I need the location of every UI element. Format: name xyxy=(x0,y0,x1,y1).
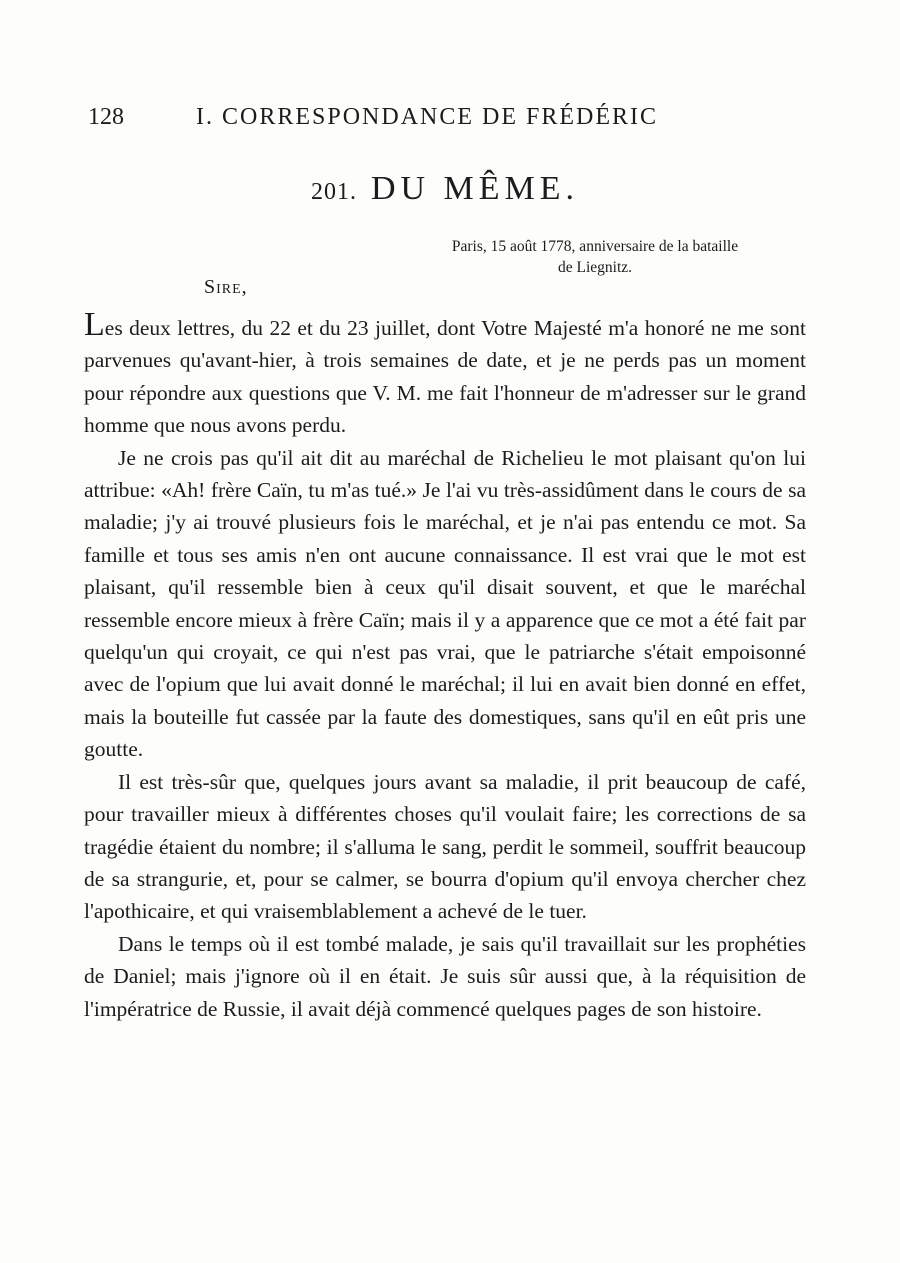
book-page xyxy=(84,0,806,1263)
page-number: 128 xyxy=(88,104,124,130)
paragraph-1 xyxy=(84,306,806,442)
paragraph-1-text: es deux lettres, du 22 et du 23 juillet, dont Votre Majesté m'a honoré ne me sont parvenues qu'avant-hier, à trois semaines de date, et je ne perds pas un moment pour répondre aux questions que V. M. me fait l'honneur de m'adresser sur le grand homme que nous avons perdu. xyxy=(84,316,806,438)
dateline-line-2: de Liegnitz. xyxy=(557,259,633,276)
letter-heading xyxy=(84,170,806,208)
letter-body xyxy=(84,306,806,1025)
dateline xyxy=(384,236,806,278)
letter-title: DU MÊME. xyxy=(370,170,580,207)
initial-letter: L xyxy=(84,306,105,343)
running-head xyxy=(84,104,806,136)
running-title: I. CORRESPONDANCE DE FRÉDÉRIC xyxy=(196,104,659,130)
letter-number: 201. xyxy=(310,179,357,205)
dateline-line-1: Paris, 15 août 1778, anniversaire de la bataille xyxy=(451,238,739,255)
paragraph-4: Dans le temps où il est tombé malade, je sais qu'il travaillait sur les prophéties de Daniel; mais j'ignore où il en était. Je suis sûr aussi que, à la réquisition de l'impératrice de Russie, il avait déjà commencé quelques pages de son histoire. xyxy=(84,931,806,1021)
paragraph-2: Je ne crois pas qu'il ait dit au maréchal de Richelieu le mot plaisant qu'on lui attribue: «Ah! frère Caïn, tu m'as tué.» Je l'ai vu très-assidûment dans le cours de sa maladie; j'y ai trouvé plusieurs fois le maréchal, et je n'ai pas entendu ce mot. Sa famille et tous ses amis n'en ont aucune connaissance. Il est vrai que le mot est plaisant, qu'il ressemble bien à ceux qu'il disait souvent, et que le maréchal ressemble encore mieux à frère Caïn; mais il y a apparence que ce mot a été fait par quelqu'un qui croyait, ce qui n'est pas vrai, que le patriarche s'était empoisonné avec de l'opium que lui avait donné le maréchal; il lui en avait bien donné en effet, mais la bouteille fut cassée par la faute des domestiques, sans qu'il en eût pris une goutte. xyxy=(84,445,806,762)
paragraph-3: Il est très-sûr que, quelques jours avant sa maladie, il prit beaucoup de café, pour travailler mieux à différentes choses qu'il voulait faire; les corrections de sa tragédie étaient du nombre; il s'alluma le sang, perdit le sommeil, souffrit beaucoup de sa strangurie, et, pour se calmer, se bourra d'opium qu'il envoya chercher chez l'apothicaire, et qui vraisemblablement a achevé de le tuer. xyxy=(84,769,806,924)
salutation: Sire, xyxy=(204,276,248,298)
